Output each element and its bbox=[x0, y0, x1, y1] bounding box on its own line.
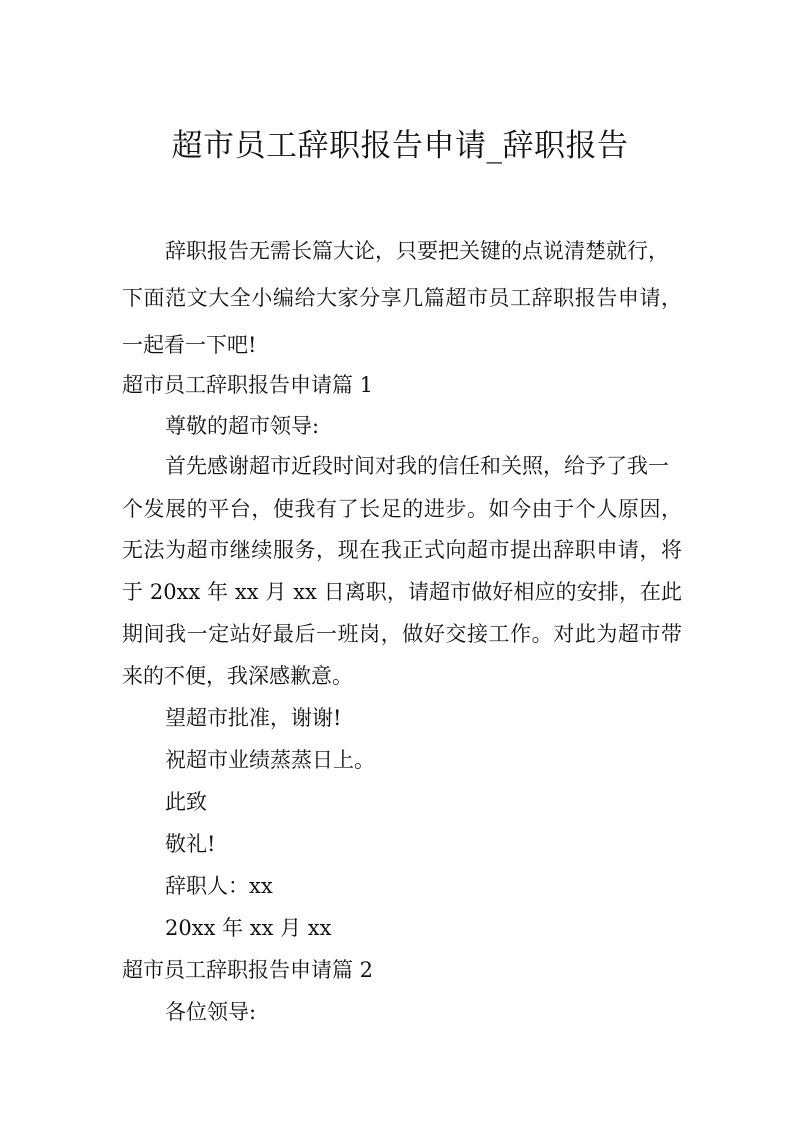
section2-salutation: 各位领导: bbox=[165, 1000, 257, 1024]
document-title: 超市员工辞职报告申请_辞职报告 bbox=[171, 128, 629, 164]
section1-heading: 超市员工辞职报告申请篇 1 bbox=[122, 373, 374, 397]
section1-wish: 祝超市业绩蒸蒸日上。 bbox=[165, 748, 375, 772]
intro-line-2: 下面范文大全小编给大家分享几篇超市员工辞职报告申请， bbox=[122, 286, 682, 310]
intro-line-1: 辞职报告无需长篇大论，只要把关键的点说清楚就行， bbox=[165, 239, 669, 263]
section2-heading: 超市员工辞职报告申请篇 2 bbox=[122, 958, 374, 982]
section1-closing-ci-zhi: 此致 bbox=[165, 790, 207, 814]
intro-line-3: 一起看一下吧! bbox=[122, 333, 257, 357]
section1-body-line-1: 首先感谢超市近段时间对我的信任和关照，给予了我一 bbox=[165, 454, 669, 478]
section1-body-line-6: 来的不便，我深感歉意。 bbox=[122, 664, 353, 688]
section1-body-line-5: 期间我一定站好最后一班岗，做好交接工作。对此为超市带 bbox=[122, 622, 682, 646]
section1-hope: 望超市批准，谢谢! bbox=[165, 706, 342, 730]
section1-date: 20xx 年 xx 月 xx bbox=[165, 916, 332, 940]
section1-body-line-4: 于 20xx 年 xx 月 xx 日离职，请超市做好相应的安排，在此 bbox=[122, 580, 682, 604]
section1-closing-jing-li: 敬礼! bbox=[165, 832, 216, 856]
section1-body-line-3: 无法为超市继续服务，现在我正式向超市提出辞职申请，将 bbox=[122, 538, 682, 562]
section1-body-line-2: 个发展的平台，使我有了长足的进步。如今由于个人原因， bbox=[122, 497, 682, 521]
section1-salutation: 尊敬的超市领导: bbox=[165, 414, 320, 438]
section1-signer: 辞职人：xx bbox=[165, 874, 273, 898]
